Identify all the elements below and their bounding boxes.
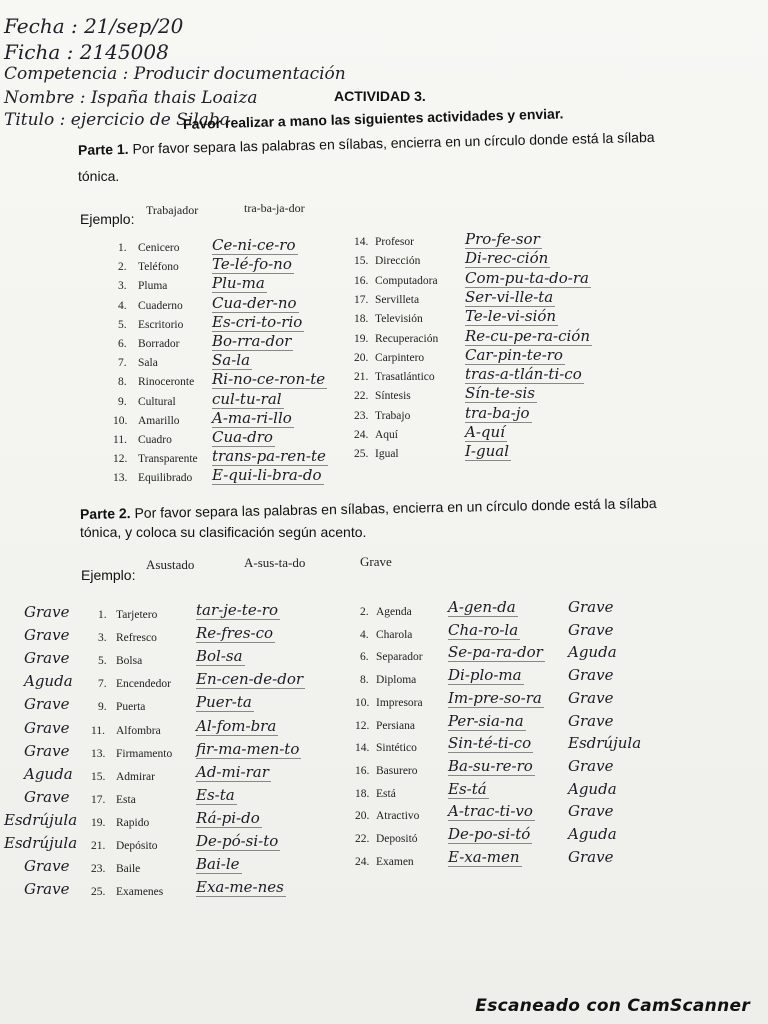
- parte2-instruction-line2: tónica, y coloca su clasificación según acento.: [80, 524, 367, 540]
- item-answer: I-gual: [465, 442, 509, 461]
- item-number: 5.: [98, 655, 107, 668]
- item-number: 12.: [355, 719, 370, 732]
- item-answer: A-quí: [465, 423, 505, 441]
- item-number: 18.: [355, 787, 370, 800]
- item-classification: Grave: [568, 688, 614, 707]
- camscanner-footer: Escaneado con CamScanner: [475, 996, 750, 1016]
- item-answer: fir-ma-men-to: [196, 739, 300, 758]
- item-classification: Grave: [568, 847, 614, 866]
- parte2-ejemplo-class: Grave: [360, 554, 392, 569]
- item-word: Escritorio: [138, 318, 184, 331]
- item-word: Recuperación: [375, 332, 439, 345]
- item-word: Cuaderno: [138, 299, 183, 312]
- item-word: Examen: [376, 855, 414, 868]
- item-number: 10.: [113, 414, 128, 427]
- item-answer: De-po-si-tó: [448, 825, 531, 843]
- item-number: 19.: [91, 816, 106, 829]
- item-number: 3.: [98, 632, 107, 645]
- item-word: Admirar: [116, 770, 155, 783]
- item-number: 4.: [118, 299, 127, 312]
- item-answer: tar-je-te-ro: [196, 601, 278, 619]
- item-answer: Sín-te-sis: [465, 384, 535, 403]
- item-classification: Grave: [568, 666, 614, 685]
- item-answer: Ce-ni-ce-ro: [212, 236, 296, 254]
- item-answer: Rá-pi-do: [196, 808, 260, 827]
- item-classification: Aguda: [24, 672, 73, 691]
- item-answer: Ser-vi-lle-ta: [465, 287, 554, 306]
- item-classification: Aguda: [568, 779, 617, 798]
- item-number: 6.: [118, 338, 127, 350]
- item-number: 16.: [355, 764, 370, 777]
- item-word: Sala: [138, 357, 158, 370]
- item-answer: Al-fom-bra: [196, 716, 277, 735]
- item-word: Borrador: [138, 338, 180, 350]
- item-number: 3.: [118, 280, 127, 293]
- item-number: 13.: [113, 472, 128, 485]
- item-answer: Es-tá: [448, 779, 487, 798]
- item-answer: En-cen-de-dor: [196, 670, 304, 689]
- item-classification: Grave: [24, 741, 70, 760]
- item-answer: Cua-der-no: [212, 293, 297, 312]
- item-word: Depósito: [116, 840, 158, 852]
- item-number: 4.: [360, 628, 369, 641]
- item-classification: Grave: [568, 598, 614, 616]
- item-word: Computadora: [375, 274, 438, 287]
- item-number: 9.: [118, 395, 127, 408]
- header-nombre: Nombre : Ispaña thais Loaiza: [4, 88, 258, 108]
- parte2-instruction: Parte 2. Por favor separa las palabras en sílabas, encierra en un círculo donde está la sílaba: [79, 494, 657, 522]
- parte2-ejemplo-split: A-sus-ta-do: [244, 555, 306, 570]
- header-titulo: Titulo : ejercicio de Silaba: [4, 110, 230, 130]
- item-number: 25.: [354, 448, 369, 461]
- item-word: Dirección: [375, 255, 421, 268]
- parte1-ejemplo-split: tra-ba-ja-dor: [244, 201, 305, 215]
- item-word: Impresora: [376, 696, 423, 709]
- item-classification: Esdrújula: [4, 834, 78, 852]
- item-number: 18.: [354, 313, 369, 326]
- item-number: 14.: [355, 742, 370, 755]
- item-number: 21.: [354, 371, 369, 384]
- item-classification: Aguda: [568, 825, 617, 843]
- item-answer: Di-rec-ción: [465, 249, 549, 268]
- item-classification: Grave: [24, 626, 70, 645]
- item-word: Síntesis: [375, 390, 411, 403]
- item-number: 16.: [354, 274, 369, 287]
- item-answer: Bai-le: [196, 855, 240, 874]
- item-number: 1.: [118, 242, 127, 254]
- item-answer: tra-ba-jo: [465, 403, 530, 422]
- item-word: Basurero: [376, 764, 418, 777]
- item-number: 6.: [360, 651, 369, 664]
- item-number: 7.: [118, 357, 127, 370]
- item-number: 2.: [118, 261, 127, 274]
- item-classification: Grave: [24, 603, 70, 621]
- parte1-ejemplo-label: Ejemplo:: [80, 211, 135, 227]
- header-fecha: Fecha : 21/sep/20: [4, 14, 184, 38]
- item-word: Servilleta: [375, 293, 420, 306]
- item-word: Cenicero: [138, 242, 180, 254]
- item-classification: Esdrújula: [4, 810, 78, 829]
- item-number: 22.: [354, 390, 369, 403]
- parte2-ejemplo-label: Ejemplo:: [81, 567, 136, 583]
- item-answer: Cha-ro-la: [448, 620, 519, 639]
- item-word: Baile: [116, 863, 141, 876]
- item-word: Rinoceronte: [138, 376, 195, 389]
- item-word: Depositó: [376, 833, 418, 845]
- item-answer: Pro-fe-sor: [465, 230, 540, 248]
- item-number: 20.: [355, 810, 370, 823]
- item-number: 5.: [118, 318, 127, 331]
- item-answer: Di-plo-ma: [448, 666, 522, 685]
- item-word: Cultural: [138, 395, 176, 408]
- item-word: Charola: [376, 628, 413, 641]
- item-answer: Cua-dro: [212, 428, 273, 446]
- header-ficha: Ficha : 2145008: [4, 40, 169, 64]
- item-answer: Ri-no-ce-ron-te: [212, 370, 326, 389]
- item-word: Trabajo: [375, 409, 411, 422]
- item-word: Agenda: [376, 606, 412, 618]
- item-answer: Car-pin-te-ro: [465, 345, 563, 364]
- header-competencia: Competencia : Producir documentación: [4, 64, 346, 84]
- item-word: Sintético: [376, 742, 417, 755]
- item-answer: Te-lé-fo-no: [212, 255, 292, 274]
- item-answer: A-gen-da: [448, 598, 516, 616]
- item-number: 17.: [354, 293, 369, 306]
- item-answer: Plu-ma: [212, 274, 265, 293]
- item-classification: Esdrújula: [568, 734, 642, 753]
- item-answer: Es-cri-to-rio: [212, 312, 303, 331]
- item-answer: Re-fres-co: [196, 624, 274, 643]
- item-classification: Grave: [568, 711, 614, 730]
- item-word: Firmamento: [116, 747, 173, 760]
- item-word: Trasatlántico: [375, 371, 435, 384]
- item-answer: Te-le-vi-sión: [465, 307, 557, 326]
- item-number: 8.: [118, 376, 127, 389]
- item-answer: Se-pa-ra-dor: [448, 643, 543, 662]
- parte1-instruction: Parte 1. Por favor separa las palabras en sílabas, encierra en un círculo donde está la sílaba: [77, 128, 655, 158]
- item-number: 10.: [355, 696, 370, 709]
- item-word: Separador: [376, 651, 423, 664]
- parte2-ejemplo-word: Asustado: [146, 557, 195, 572]
- item-answer: Puer-ta: [196, 693, 252, 712]
- item-number: 2.: [360, 606, 369, 618]
- item-number: 14.: [354, 236, 369, 248]
- item-word: Encendedor: [116, 678, 171, 691]
- item-number: 1.: [98, 609, 107, 621]
- item-number: 15.: [91, 770, 106, 783]
- item-number: 24.: [354, 429, 369, 441]
- item-word: Refresco: [116, 632, 157, 645]
- item-word: Examenes: [116, 886, 164, 899]
- item-number: 8.: [360, 674, 369, 687]
- item-number: 13.: [91, 747, 106, 760]
- item-number: 25.: [91, 886, 106, 899]
- item-answer: Com-pu-ta-do-ra: [465, 268, 589, 287]
- item-classification: Grave: [24, 880, 70, 899]
- item-classification: Grave: [24, 695, 70, 714]
- item-number: 22.: [355, 833, 370, 845]
- item-classification: Grave: [568, 620, 614, 639]
- item-answer: Sin-té-ti-co: [448, 734, 532, 753]
- item-classification: Grave: [568, 756, 614, 775]
- item-answer: E-xa-men: [448, 847, 520, 866]
- item-answer: Im-pre-so-ra: [448, 688, 542, 707]
- item-number: 21.: [91, 840, 106, 852]
- item-word: Rapido: [116, 816, 150, 829]
- item-answer: tras-a-tlán-ti-co: [465, 365, 582, 384]
- activity-title: ACTIVIDAD 3.: [334, 88, 426, 104]
- item-word: Diploma: [376, 674, 417, 687]
- item-answer: Re-cu-pe-ra-ción: [465, 326, 590, 345]
- item-word: Teléfono: [138, 261, 179, 274]
- item-answer: Ad-mi-rar: [196, 762, 269, 781]
- item-number: 12.: [113, 453, 128, 466]
- item-word: Persiana: [376, 719, 415, 732]
- item-answer: trans-pa-ren-te: [212, 447, 326, 466]
- item-word: Atractivo: [376, 810, 420, 823]
- item-number: 15.: [354, 255, 369, 268]
- item-classification: Grave: [24, 787, 70, 806]
- item-classification: Grave: [24, 857, 70, 876]
- item-answer: De-pó-si-to: [196, 832, 279, 850]
- item-word: Televisión: [375, 313, 423, 326]
- item-classification: Aguda: [24, 764, 73, 783]
- item-answer: E-qui-li-bra-do: [212, 466, 322, 485]
- item-classification: Aguda: [568, 643, 617, 662]
- item-word: Alfombra: [116, 724, 161, 737]
- activity-instruction: Favor realizar a mano las siguientes actividades y enviar.: [182, 105, 564, 132]
- item-word: Igual: [375, 448, 399, 461]
- item-word: Bolsa: [116, 655, 143, 668]
- item-answer: Es-ta: [196, 785, 235, 804]
- item-answer: Bo-rra-dor: [212, 332, 292, 350]
- item-number: 23.: [91, 863, 106, 876]
- item-number: 23.: [354, 409, 369, 422]
- item-word: Puerta: [116, 701, 146, 714]
- item-classification: Grave: [24, 649, 70, 668]
- item-classification: Grave: [24, 718, 70, 737]
- item-word: Esta: [116, 793, 136, 806]
- item-answer: cul-tu-ral: [212, 389, 282, 408]
- item-answer: Exa-me-nes: [196, 878, 284, 897]
- item-answer: Ba-su-re-ro: [448, 756, 533, 775]
- item-answer: Per-sia-na: [448, 711, 524, 730]
- item-answer: Sa-la: [212, 351, 251, 370]
- item-word: Equilibrado: [138, 472, 193, 485]
- item-word: Profesor: [375, 236, 414, 248]
- item-word: Transparente: [138, 453, 198, 466]
- item-number: 11.: [91, 724, 105, 737]
- item-answer: Bol-sa: [196, 647, 243, 666]
- item-word: Tarjetero: [116, 609, 158, 621]
- item-word: Carpintero: [375, 351, 425, 364]
- item-number: 17.: [91, 793, 106, 806]
- item-number: 20.: [354, 351, 369, 364]
- parte1-ejemplo-word: Trabajador: [146, 203, 199, 217]
- item-answer: A-ma-ri-llo: [212, 408, 292, 427]
- item-word: Está: [376, 787, 396, 800]
- item-number: 11.: [113, 434, 127, 446]
- item-classification: Grave: [568, 802, 614, 821]
- item-word: Amarillo: [138, 414, 180, 427]
- item-word: Aquí: [375, 429, 398, 441]
- item-number: 24.: [355, 855, 370, 868]
- parte1-instruction-line2: tónica.: [78, 168, 120, 184]
- item-answer: A-trac-ti-vo: [448, 802, 533, 821]
- item-number: 19.: [354, 332, 369, 345]
- item-number: 7.: [98, 678, 107, 691]
- item-number: 9.: [98, 701, 107, 714]
- item-word: Cuadro: [138, 434, 172, 446]
- item-word: Pluma: [138, 280, 168, 293]
